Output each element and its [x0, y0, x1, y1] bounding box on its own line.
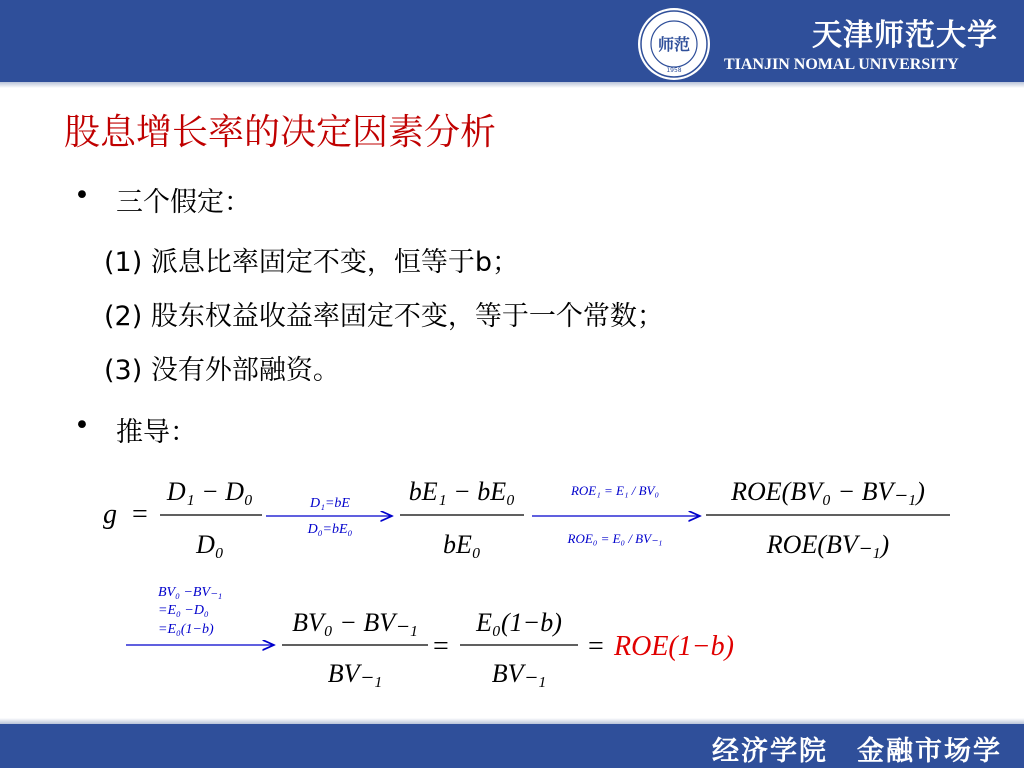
g-symbol: g	[103, 499, 117, 530]
fraction5-numerator: E₀(1−b)	[476, 608, 562, 637]
arrow3-label-line3: =E₀(1−b)	[158, 622, 214, 637]
arrow1-label-bottom: D₀=bE₀	[307, 522, 353, 537]
arrow3-label-line1: BV₀ −BV₋₁	[158, 585, 223, 600]
assumption-3-text: 没有外部融资。	[150, 355, 340, 386]
bullet-assumptions: 三个假定：	[116, 187, 251, 218]
arrow2-label-bottom: ROE₀ = E₀ / BV₋₁	[567, 531, 663, 546]
bullet-derivation: 推导：	[116, 417, 197, 448]
fraction4-numerator: BV₀ − BV₋₁	[292, 608, 418, 637]
bullet-dot: •	[74, 180, 90, 211]
equals-sign-3: =	[588, 631, 604, 662]
assumption-3-num: (3)	[104, 355, 143, 386]
assumption-2-text: 股东权益收益率固定不变，等于一个常数；	[150, 301, 664, 332]
bullet-dot: •	[74, 410, 90, 441]
logo-text: 师范	[657, 35, 691, 54]
arrow2-label-top: ROE₁ = E₁ / BV₀	[570, 483, 660, 498]
fraction1-denominator: D₀	[196, 530, 224, 559]
fraction1-numerator: D₁ − D₀	[166, 477, 254, 506]
fraction4-denominator: BV₋₁	[327, 659, 383, 688]
equals-sign-2: =	[433, 631, 449, 662]
assumption-2-num: (2)	[104, 301, 143, 332]
slide-title: 股息增长率的决定因素分析	[64, 112, 497, 153]
result-expression: ROE(1−b)	[614, 631, 734, 662]
arrow1-label-top: D₁=bE	[310, 496, 350, 511]
equals-sign: =	[132, 499, 148, 530]
arrow3-label-line2: =E₀ −D₀	[158, 603, 209, 618]
fraction2-numerator: bE₁ − bE₀	[408, 477, 516, 506]
assumption-1-text: 派息比率固定不变，恒等于b；	[150, 247, 519, 278]
fraction3-denominator: ROE(BV₋₁)	[766, 530, 890, 559]
footer-bar	[0, 724, 1024, 768]
assumption-1-num: (1)	[104, 247, 143, 278]
footer-label: 经济学院 金融市场学	[712, 736, 1002, 767]
fraction2-denominator: bE₀	[443, 530, 481, 559]
university-name-en: TIANJIN NOMAL UNIVERSITY	[724, 56, 959, 73]
fraction3-numerator: ROE(BV₀ − BV₋₁)	[731, 477, 925, 506]
university-name-cn: 天津师范大学	[812, 18, 998, 53]
fraction5-denominator: BV₋₁	[491, 659, 547, 688]
logo-year: 1958	[666, 67, 682, 74]
